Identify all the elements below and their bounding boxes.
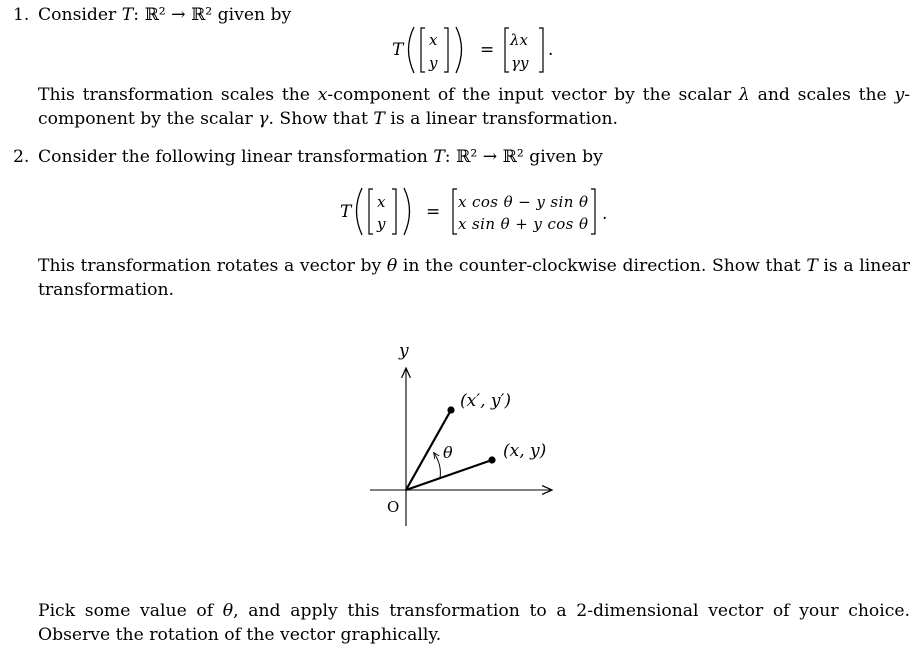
rotation-diagram: [360, 330, 570, 539]
item-2-in-bottom: y: [377, 215, 386, 233]
item-2-eq-sign: =: [426, 202, 441, 222]
item-1-intro-var: T: [121, 5, 134, 25]
p1-t10: is a linear transformation.: [384, 109, 618, 129]
item-2-out-rbracket: [591, 189, 595, 234]
item-2-equation-svg: [340, 183, 620, 241]
p2-t4: is a linear transformation.: [38, 256, 911, 300]
p1-t3: λ: [738, 85, 750, 105]
c-t0: Pick some value of: [38, 601, 223, 621]
rotation-diagram-svg: [360, 330, 570, 535]
p1-t0: This transformation scales the: [38, 85, 318, 105]
item-1-eq-sign: =: [480, 40, 495, 60]
item-2-out-top: x cos θ − y sin θ: [458, 193, 588, 211]
original-point: [488, 456, 495, 463]
closing-paragraph: [38, 599, 910, 647]
item-1-out-lbracket: [505, 28, 509, 72]
p1-t5: y: [894, 85, 905, 105]
item-1-intro-rest: : ℝ² → ℝ² given by: [133, 5, 292, 25]
item-1-left-paren: [409, 27, 415, 73]
angle-arc: [434, 453, 440, 478]
p1-t9: T: [373, 109, 385, 129]
rotated-point: [447, 406, 454, 413]
item-1-number: 1.: [13, 5, 30, 25]
item-1-equation-svg: [392, 23, 562, 79]
item-2-out-bottom: x sin θ + y cos θ: [458, 215, 588, 233]
item-1-eq-fn: T: [392, 40, 404, 60]
item-2-number: 2.: [13, 147, 30, 167]
item-2-in-lbracket: [369, 189, 373, 234]
p2-t1: θ: [386, 256, 398, 276]
item-1-paragraph: [38, 83, 910, 131]
item-1-in-bottom: y: [429, 54, 438, 72]
item-1-out-rbracket: [539, 28, 543, 72]
item-2-out-lbracket: [453, 189, 457, 234]
item-1-in-rbracket: [444, 28, 448, 72]
original-point-label: (x, y): [503, 441, 547, 461]
p2-t3: T: [806, 256, 818, 276]
origin-label: O: [387, 498, 400, 516]
p1-t2: -component of the input vector by the scalar: [327, 85, 739, 105]
item-2-right-paren: [404, 188, 410, 235]
item-1-in-lbracket: [421, 28, 425, 72]
item-2-intro: [38, 145, 603, 169]
item-1-out-top: λx: [510, 31, 528, 49]
item-2-equation: [340, 183, 620, 245]
original-vector: [406, 460, 492, 490]
item-2-in-rbracket: [392, 189, 396, 234]
item-2-eq-fn: T: [340, 202, 352, 222]
p1-t6: -component by the scalar: [38, 85, 910, 129]
item-2-intro-rest: : ℝ² → ℝ² given by: [444, 147, 603, 167]
p2-t2: in the counter-clockwise direction. Show that: [397, 256, 807, 276]
item-2-intro-var: T: [433, 147, 445, 167]
p1-t8: . Show that: [268, 109, 374, 129]
item-1-equation: [392, 23, 562, 83]
p1-t1: x: [317, 85, 328, 105]
item-1-in-top: x: [429, 31, 438, 49]
item-2-intro-text: Consider the following linear transformation: [38, 147, 434, 167]
rotated-point-label: (x′, y′): [460, 391, 511, 411]
item-1-intro: [38, 3, 291, 27]
item-2-paragraph: [38, 254, 910, 302]
c-t1: θ: [222, 601, 234, 621]
theta-label: θ: [443, 443, 453, 462]
c-t2: , and apply this transformation to a 2-dimensional vector of your choice. Observe the rotation of the vector graphically.: [38, 601, 910, 645]
item-2-left-paren: [357, 188, 363, 235]
item-1-eq-end: .: [548, 40, 554, 60]
item-1-out-bottom: γy: [511, 54, 529, 72]
item-2-eq-end: .: [602, 204, 608, 224]
item-1-intro-text: Consider: [38, 5, 122, 25]
p1-t4: and scales the: [749, 85, 895, 105]
item-2-in-top: x: [377, 193, 386, 211]
item-1-right-paren: [456, 27, 462, 73]
p2-t0: This transformation rotates a vector by: [38, 256, 387, 276]
y-axis-label: y: [399, 341, 409, 361]
p1-t7: γ: [258, 109, 269, 129]
